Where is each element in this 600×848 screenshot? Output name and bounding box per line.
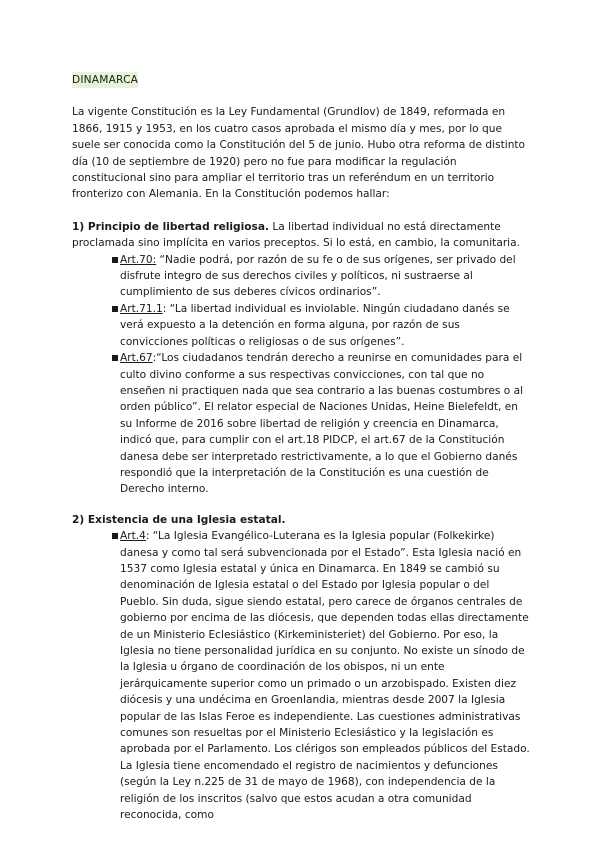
section-1-heading: 1) Principio de libertad religiosa. (72, 220, 269, 233)
article-text: : “La libertad individual es inviolable. Ningún ciudadano danés se verá expuesto a la detención en forma alguna, por razón de sus convicciones políticas o religiosas o de sus orígenes”. (120, 302, 510, 348)
bullet-square-icon (112, 257, 118, 263)
bullet-art67 (72, 350, 530, 498)
bullet-art70 (72, 252, 530, 301)
section-1-paragraph (72, 219, 530, 252)
section-1-text: La libertad individual no está directamente proclamada sino implícita en varios preceptos. Si lo está, en cambio, la comunitaria. (72, 220, 520, 250)
bullet-art4 (72, 528, 530, 823)
article-ref: Art.71.1 (120, 302, 163, 315)
article-ref: Art.70: (120, 253, 157, 266)
section-2-heading: 2) Existencia de una Iglesia estatal. (72, 513, 286, 526)
document-title: DINAMARCA (72, 72, 138, 88)
section-2-paragraph (72, 512, 530, 528)
article-text: :“Los ciudadanos tendrán derecho a reunirse en comunidades para el culto divino conforme a sus respectivas convicciones, con tal que no enseñen ni practiquen nada que sea contrario a las buenas costumbres o al orden público”. El relator especial de Naciones Unidas, Heine Bielefeldt, en su Informe de 2016 sobre libertad de religión y creencia en Dinamarca, indicó que, para cumplir con el art.18 PIDCP, el art.67 de la Constitución danesa debe ser interpretado restrictivamente, a lo que el Gobierno danés respondió que la interpretación de la Constitución es una cuestión de Derecho interno. (120, 352, 524, 496)
intro-paragraph: La vigente Constitución es la Ley Fundamental (Grundlov) de 1849, reformada en 1866, 1915 y 1953, en los cuatro casos aprobada el mismo día y mes, por lo que suele ser conocida como la Constitución del 5 de junio. Hubo otra reforma de distinto día (10 de septiembre de 1920) pero no fue para modificar la regulación constitucional sino para ampliar el territorio tras un referéndum en un territorio fronterizo con Alemania. En la Constitución podemos hallar: (72, 106, 526, 201)
article-text: “Nadie podrá, por razón de su fe o de sus orígenes, ser privado del disfrute integro de sus derechos civiles y políticos, ni sustraerse al cumplimiento de sus deberes cívicos ordinarios”. (120, 253, 516, 299)
bullet-art71-1 (72, 301, 530, 350)
bullet-square-icon (112, 355, 118, 361)
article-ref: Art.4 (120, 530, 146, 543)
article-text: : “La Iglesia Evangélico-Luterana es la Iglesia popular (Folkekirke) danesa y como tal será subvencionada por el Estado”. Esta Iglesia nació en 1537 como Iglesia estatal y única en Dinamarca. En 1849 se cambió su denominación de Iglesia estatal o del Estado por Iglesia popular o del Pueblo. Sin duda, sigue siendo estatal, pero carece de órganos centrales de gobierno por encima de las diócesis, que dependen todas ellas directamente de un Ministerio Eclesiástico (Kirkeministeriet) del Gobierno. Por eso, la Iglesia no tiene personalidad jurídica en su conjunto. No existe un sínodo de la Iglesia u órgano de coordinación de los obispos, ni un ente jerárquicamente superior como un primado o un arzobispado. Existen diez diócesis y una undécima en Groenlandia, mientras desde 2007 la Iglesia popular de las Islas Feroe es independiente. Las cuestiones administrativas comunes son resueltas por el Ministerio Eclesiástico y la legislación es aprobada por el Parlamento. Los clérigos son empleados públicos del Estado. La Iglesia tiene encomendado el registro de nacimientos y defunciones (según la Ley n.225 de 31 de mayo de 1968), con independencia de la religión de los inscritos (salvo que estos acudan a otra comunidad reconocida, como (120, 530, 530, 822)
article-ref: Art.67 (120, 352, 153, 365)
bullet-square-icon (112, 306, 118, 312)
bullet-square-icon (112, 533, 118, 539)
